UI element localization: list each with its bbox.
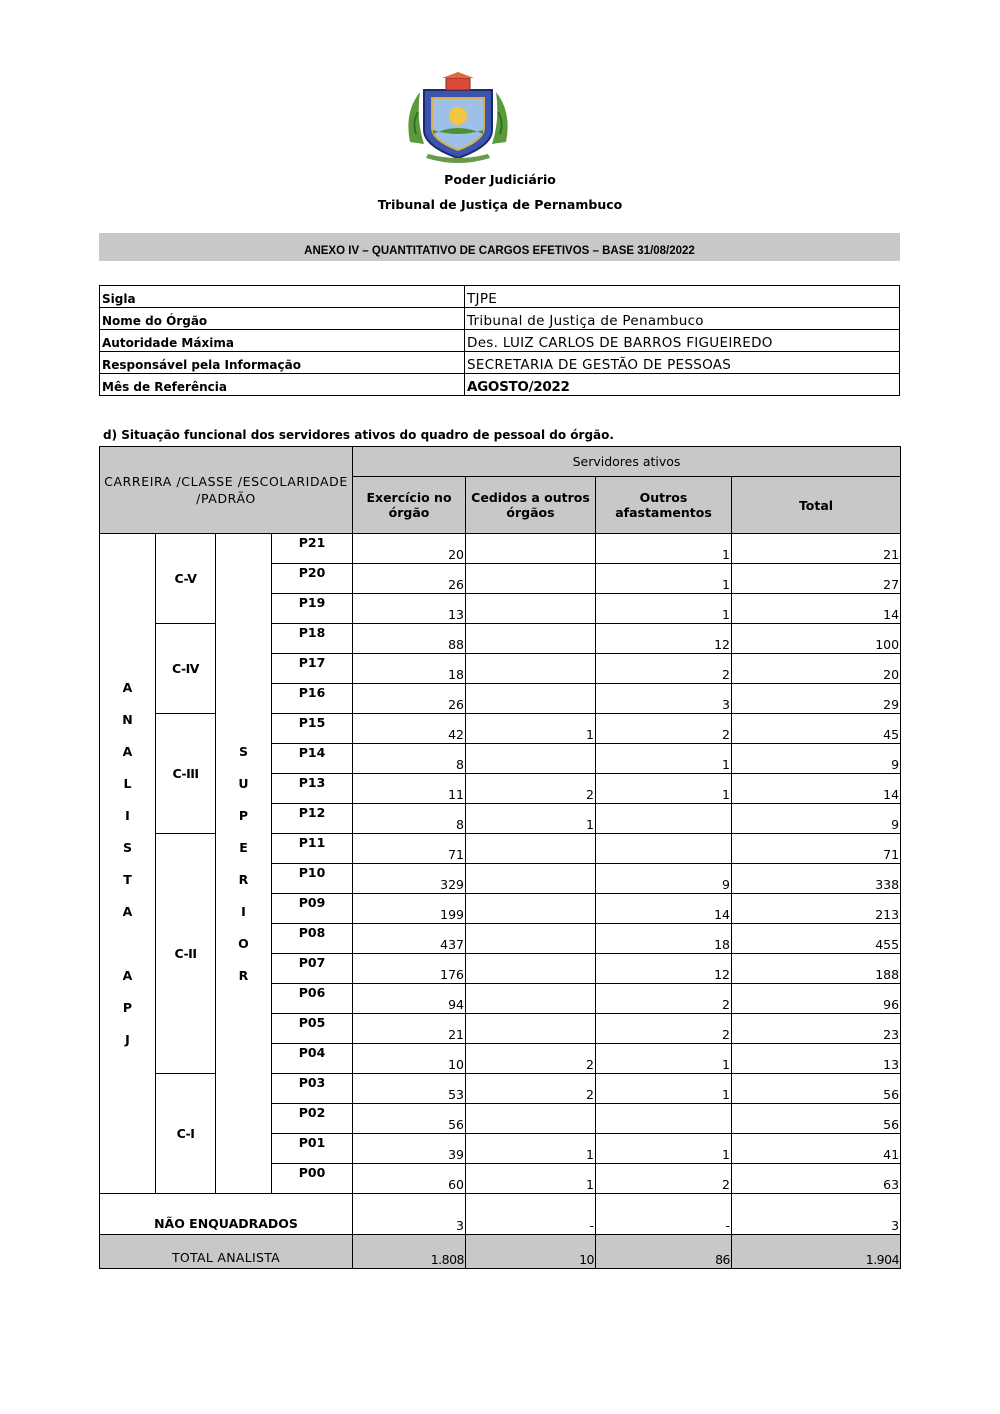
escolaridade-letter: P	[238, 807, 249, 823]
classe-label: C-II	[156, 834, 216, 1074]
value-cell-outros	[596, 834, 732, 864]
value-cell-outros: 1	[596, 1044, 732, 1074]
info-key: Nome do Órgão	[100, 308, 465, 330]
value-cell-cedidos	[466, 834, 596, 864]
value-cell-cedidos	[466, 1104, 596, 1134]
coat-of-arms-icon	[402, 72, 514, 164]
classe-label: C-V	[156, 534, 216, 624]
table-row	[100, 534, 901, 564]
org-line-1: Poder Judiciário	[444, 172, 556, 187]
value-cell-outros: 1	[596, 744, 732, 774]
info-key: Sigla	[100, 286, 465, 308]
section-title: d) Situação funcional dos servidores ativos do quadro de pessoal do órgão.	[103, 428, 614, 442]
column-header: Total	[732, 477, 901, 534]
value-cell-cedidos: 2	[466, 1074, 596, 1104]
value-cell-outros: 1	[596, 1074, 732, 1104]
value-cell-cedidos	[466, 624, 596, 654]
carreira-letter: T	[123, 871, 132, 887]
escolaridade-letter: U	[238, 775, 249, 791]
value-cell-total: 455	[732, 924, 901, 954]
value-cell-total: 9	[732, 804, 901, 834]
value-cell-exercicio: 329	[353, 864, 466, 894]
value-cell-exercicio: 56	[353, 1104, 466, 1134]
value-cell-total: 63	[732, 1164, 901, 1194]
info-row	[100, 308, 900, 330]
value-cell-cedidos: 1	[466, 1134, 596, 1164]
value-cell-outros: 1	[596, 594, 732, 624]
value-cell-total: 14	[732, 774, 901, 804]
value-cell-total: 29	[732, 684, 901, 714]
value-cell-outros: 2	[596, 984, 732, 1014]
info-row	[100, 374, 900, 396]
padrao-cell: P07	[272, 954, 353, 984]
info-value: Des. LUIZ CARLOS DE BARROS FIGUEIREDO	[465, 330, 900, 352]
carreira-letter	[100, 928, 155, 960]
info-key: Responsável pela Informação	[100, 352, 465, 374]
value-cell-cedidos	[466, 954, 596, 984]
padrao-cell: P05	[272, 1014, 353, 1044]
value-cell-total: 9	[732, 744, 901, 774]
nao-enquadrados-total: 3	[732, 1194, 901, 1235]
total-analista-total: 1.904	[732, 1235, 901, 1269]
org-line-2: Tribunal de Justiça de Pernambuco	[377, 197, 623, 212]
info-table	[99, 285, 900, 396]
value-cell-total: 13	[732, 1044, 901, 1074]
nao-enquadrados-row	[100, 1194, 901, 1235]
padrao-cell: P19	[272, 594, 353, 624]
padrao-cell: P08	[272, 924, 353, 954]
value-cell-exercicio: 42	[353, 714, 466, 744]
value-cell-outros	[596, 1104, 732, 1134]
escolaridade-letter: R	[238, 871, 249, 887]
value-cell-total: 338	[732, 864, 901, 894]
value-cell-total: 23	[732, 1014, 901, 1044]
value-cell-outros: 1	[596, 1134, 732, 1164]
value-cell-cedidos: 2	[466, 774, 596, 804]
value-cell-cedidos: 2	[466, 1044, 596, 1074]
value-cell-cedidos	[466, 744, 596, 774]
escolaridade-letter: R	[238, 967, 249, 983]
value-cell-exercicio: 60	[353, 1164, 466, 1194]
value-cell-cedidos: 1	[466, 804, 596, 834]
info-key: Mês de Referência	[100, 374, 465, 396]
total-analista-exercicio: 1.808	[353, 1235, 466, 1269]
value-cell-exercicio: 8	[353, 744, 466, 774]
escolaridade-letter: I	[241, 903, 246, 919]
padrao-cell: P00	[272, 1164, 353, 1194]
value-cell-exercicio: 39	[353, 1134, 466, 1164]
value-cell-outros: 1	[596, 534, 732, 564]
padrao-cell: P04	[272, 1044, 353, 1074]
value-cell-exercicio: 11	[353, 774, 466, 804]
padrao-cell: P12	[272, 804, 353, 834]
padrao-cell: P03	[272, 1074, 353, 1104]
info-row	[100, 352, 900, 374]
value-cell-total: 27	[732, 564, 901, 594]
value-cell-total: 41	[732, 1134, 901, 1164]
info-value: SECRETARIA DE GESTÃO DE PESSOAS	[465, 352, 900, 374]
classe-label: C-I	[156, 1074, 216, 1194]
padrao-cell: P15	[272, 714, 353, 744]
total-analista-outros: 86	[596, 1235, 732, 1269]
padrao-cell: P16	[272, 684, 353, 714]
value-cell-total: 20	[732, 654, 901, 684]
value-cell-cedidos	[466, 894, 596, 924]
carreira-letter: A	[122, 679, 133, 695]
value-cell-exercicio: 21	[353, 1014, 466, 1044]
carreira-letter: N	[122, 711, 133, 727]
info-row	[100, 330, 900, 352]
value-cell-exercicio: 71	[353, 834, 466, 864]
value-cell-total: 213	[732, 894, 901, 924]
value-cell-exercicio: 88	[353, 624, 466, 654]
value-cell-exercicio: 8	[353, 804, 466, 834]
info-value: Tribunal de Justiça de Penambuco	[465, 308, 900, 330]
value-cell-exercicio: 176	[353, 954, 466, 984]
annex-title: ANEXO IV – QUANTITATIVO DE CARGOS EFETIVOS – BASE 31/08/2022	[99, 233, 900, 261]
escolaridade-letter: S	[238, 743, 248, 759]
value-cell-total: 56	[732, 1104, 901, 1134]
carreira-letter: J	[125, 1031, 130, 1047]
escolaridade-letter: O	[238, 935, 249, 951]
nao-enquadrados-cedidos: -	[466, 1194, 596, 1235]
value-cell-cedidos	[466, 1014, 596, 1044]
value-cell-outros: 14	[596, 894, 732, 924]
value-cell-outros: 1	[596, 564, 732, 594]
padrao-cell: P21	[272, 534, 353, 564]
value-cell-exercicio: 199	[353, 894, 466, 924]
value-cell-outros: 12	[596, 624, 732, 654]
value-cell-outros: 2	[596, 1014, 732, 1044]
value-cell-outros: 2	[596, 654, 732, 684]
padrao-cell: P02	[272, 1104, 353, 1134]
value-cell-exercicio: 94	[353, 984, 466, 1014]
total-analista-row	[100, 1235, 901, 1269]
padrao-cell: P11	[272, 834, 353, 864]
value-cell-total: 21	[732, 534, 901, 564]
value-cell-total: 71	[732, 834, 901, 864]
value-cell-cedidos	[466, 984, 596, 1014]
padrao-cell: P14	[272, 744, 353, 774]
padrao-cell: P01	[272, 1134, 353, 1164]
carreira-letter: S	[122, 839, 132, 855]
info-value: AGOSTO/2022	[465, 374, 900, 396]
value-cell-outros: 2	[596, 1164, 732, 1194]
value-cell-exercicio: 26	[353, 564, 466, 594]
value-cell-total: 14	[732, 594, 901, 624]
carreira-letter: L	[123, 775, 132, 791]
carreira-letter: A	[122, 743, 133, 759]
info-row	[100, 286, 900, 308]
header-servidores-ativos: Servidores ativos	[353, 447, 901, 477]
carreira-letter: A	[122, 967, 133, 983]
value-cell-cedidos	[466, 594, 596, 624]
value-cell-cedidos	[466, 534, 596, 564]
servidores-table	[99, 446, 901, 1269]
padrao-cell: P20	[272, 564, 353, 594]
padrao-cell: P09	[272, 894, 353, 924]
value-cell-cedidos: 1	[466, 714, 596, 744]
carreira-letter: I	[125, 807, 130, 823]
padrao-cell: P10	[272, 864, 353, 894]
value-cell-total: 45	[732, 714, 901, 744]
value-cell-exercicio: 20	[353, 534, 466, 564]
nao-enquadrados-label: NÃO ENQUADRADOS	[100, 1194, 353, 1235]
info-value: TJPE	[465, 286, 900, 308]
value-cell-total: 96	[732, 984, 901, 1014]
escolaridade-letter: E	[239, 839, 248, 855]
value-cell-exercicio: 13	[353, 594, 466, 624]
value-cell-outros	[596, 804, 732, 834]
value-cell-exercicio: 10	[353, 1044, 466, 1074]
value-cell-exercicio: 53	[353, 1074, 466, 1104]
escolaridade-label	[216, 534, 272, 1194]
value-cell-outros: 18	[596, 924, 732, 954]
padrao-cell: P17	[272, 654, 353, 684]
value-cell-outros: 12	[596, 954, 732, 984]
value-cell-exercicio: 18	[353, 654, 466, 684]
nao-enquadrados-exercicio: 3	[353, 1194, 466, 1235]
value-cell-cedidos	[466, 654, 596, 684]
value-cell-outros: 1	[596, 774, 732, 804]
carreira-letter: A	[122, 903, 133, 919]
value-cell-cedidos	[466, 564, 596, 594]
value-cell-cedidos	[466, 864, 596, 894]
value-cell-cedidos: 1	[466, 1164, 596, 1194]
carreira-label	[100, 534, 156, 1194]
value-cell-cedidos	[466, 684, 596, 714]
column-header: Outros afastamentos	[596, 477, 732, 534]
info-key: Autoridade Máxima	[100, 330, 465, 352]
total-analista-cedidos: 10	[466, 1235, 596, 1269]
header-carreira: CARREIRA /CLASSE /ESCOLARIDADE /PADRÃO	[100, 447, 353, 534]
value-cell-outros: 3	[596, 684, 732, 714]
classe-label: C-III	[156, 714, 216, 834]
classe-label: C-IV	[156, 624, 216, 714]
nao-enquadrados-outros: -	[596, 1194, 732, 1235]
padrao-cell: P13	[272, 774, 353, 804]
value-cell-exercicio: 26	[353, 684, 466, 714]
value-cell-total: 188	[732, 954, 901, 984]
value-cell-total: 56	[732, 1074, 901, 1104]
padrao-cell: P18	[272, 624, 353, 654]
carreira-letter: P	[122, 999, 133, 1015]
column-header: Exercício no órgão	[353, 477, 466, 534]
value-cell-cedidos	[466, 924, 596, 954]
value-cell-outros: 2	[596, 714, 732, 744]
value-cell-outros: 9	[596, 864, 732, 894]
value-cell-total: 100	[732, 624, 901, 654]
value-cell-exercicio: 437	[353, 924, 466, 954]
column-header: Cedidos a outros órgãos	[466, 477, 596, 534]
total-analista-label: TOTAL ANALISTA	[100, 1235, 353, 1269]
padrao-cell: P06	[272, 984, 353, 1014]
